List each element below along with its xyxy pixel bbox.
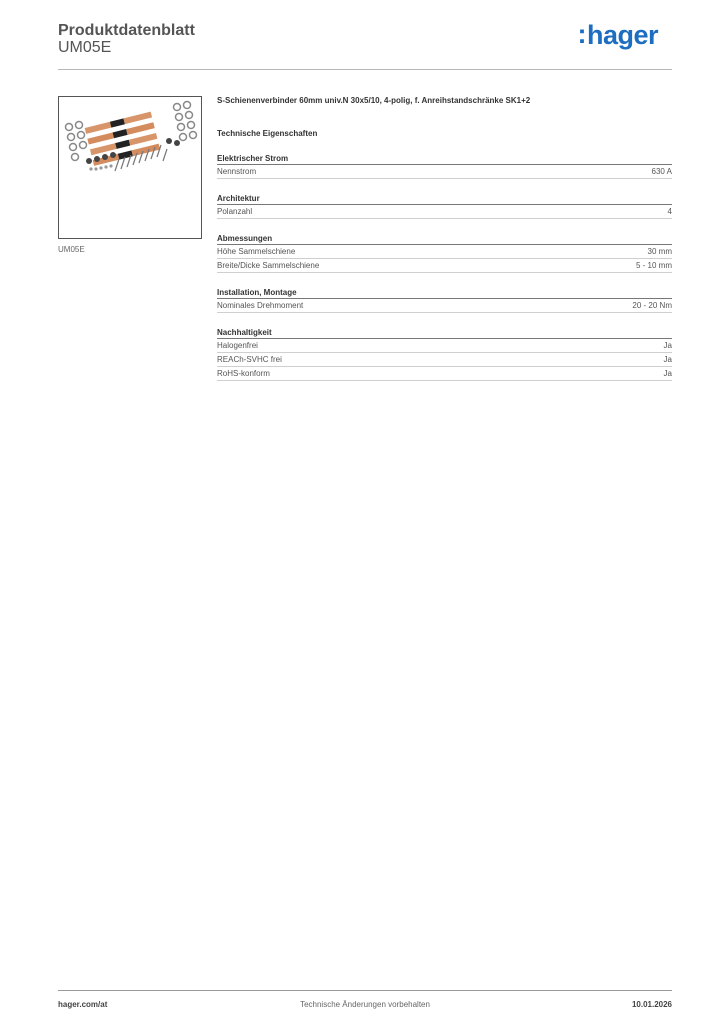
section-architecture [217, 193, 672, 219]
property-value: Ja [663, 369, 672, 378]
property-label: REACh-SVHC frei [217, 355, 282, 364]
section-title: Architektur [217, 193, 672, 205]
property-label: Höhe Sammelschiene [217, 247, 296, 256]
property-value: 20 - 20 Nm [632, 301, 672, 310]
product-details [217, 96, 672, 381]
property-label: Breite/Dicke Sammelschiene [217, 261, 320, 270]
property-label: Halogenfrei [217, 341, 258, 350]
property-value: 630 A [651, 167, 672, 176]
property-value: 30 mm [647, 247, 672, 256]
property-row [217, 205, 672, 219]
section-title: Elektrischer Strom [217, 153, 672, 165]
hager-logo: :hager [577, 19, 658, 50]
property-row [217, 165, 672, 179]
property-row [217, 339, 672, 353]
section-dimensions [217, 233, 672, 273]
footer-notice: Technische Änderungen vorbehalten [300, 1000, 430, 1009]
section-sustainability [217, 327, 672, 381]
logo-text: hager [586, 20, 658, 50]
page-header [58, 20, 672, 70]
property-value: Ja [663, 355, 672, 364]
section-installation [217, 287, 672, 313]
document-title: Produktdatenblatt [58, 22, 195, 39]
image-caption: UM05E [58, 245, 85, 254]
property-label: Nominales Drehmoment [217, 301, 304, 310]
section-electrical [217, 153, 672, 179]
property-row [217, 367, 672, 381]
product-description: S-Schienenverbinder 60mm univ.N 30x5/10, 4-polig, f. Anreihstandschränke SK1+2 [217, 96, 531, 105]
technical-properties-heading: Technische Eigenschaften [217, 129, 318, 138]
footer-website-link[interactable]: hager.com/at [58, 1000, 108, 1009]
product-image [58, 96, 202, 239]
busbar-connector-illustration [59, 97, 201, 238]
page-footer [58, 990, 672, 1014]
property-value: 4 [667, 207, 672, 216]
section-title: Nachhaltigkeit [217, 327, 672, 339]
property-label: Polanzahl [217, 207, 253, 216]
section-title: Installation, Montage [217, 287, 672, 299]
property-row [217, 353, 672, 367]
property-value: 5 - 10 mm [635, 261, 672, 270]
product-code: UM05E [58, 39, 112, 56]
property-label: RoHS-konform [217, 369, 270, 378]
section-title: Abmessungen [217, 233, 672, 245]
property-row [217, 245, 672, 259]
property-label: Nennstrom [217, 167, 257, 176]
property-row [217, 259, 672, 273]
property-row [217, 299, 672, 313]
property-value: Ja [663, 341, 672, 350]
footer-date: 10.01.2026 [631, 1000, 672, 1009]
